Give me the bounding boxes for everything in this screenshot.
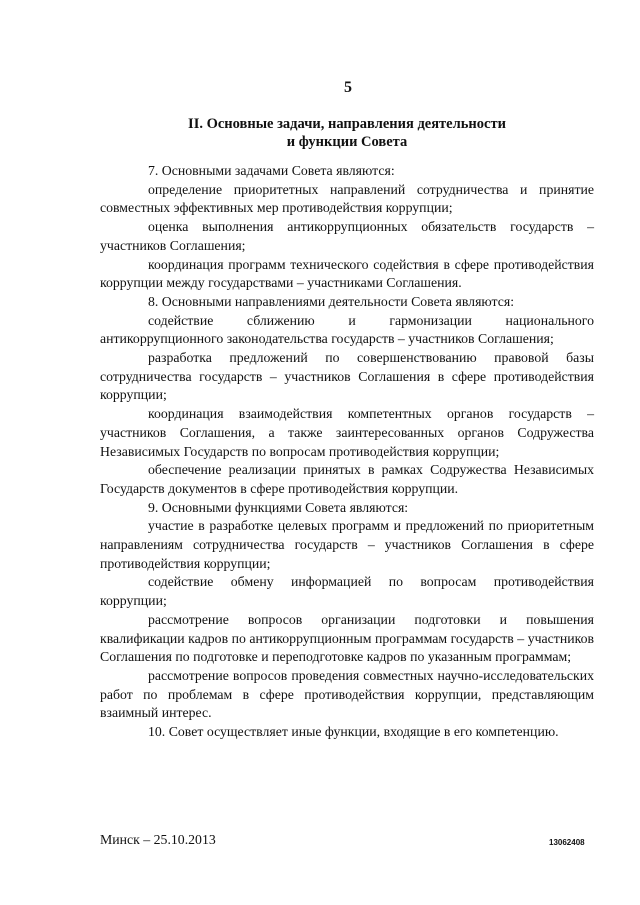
- section-heading-line-2: и функции Совета: [286, 134, 408, 150]
- paragraph-10: 10. Совет осуществляет иные функции, входящие в его компетенцию.: [148, 724, 559, 740]
- document-body: [100, 162, 594, 742]
- section-heading-line-1: II. Основные задачи, направления деятельности: [188, 116, 506, 132]
- page-number: 5: [344, 79, 352, 96]
- paragraph-task-assessment: оценка выполнения антикоррупционных обязательств государств – участников Соглашения;: [100, 219, 594, 253]
- paragraph-function-research: рассмотрение вопросов проведения совместных научно-исследовательских работ по проблемам в сфере противодействия коррупции, представляющим взаимный интерес.: [100, 667, 594, 721]
- paragraph-task-priorities: определение приоритетных направлений сотрудничества и принятие совместных эффективных мер противодействия коррупции;: [100, 181, 594, 216]
- paragraph-function-training: рассмотрение вопросов организации подготовки и повышения квалификации кадров по антикоррупционным программам государств – участников Соглашения по подготовке и переподготовке кадров по указанным программам;: [100, 611, 594, 665]
- paragraph-direction-interaction: координация взаимодействия компетентных органов государств – участников Соглашения, а также заинтересованных органов Содружества Независимых Государств по вопросам противодействия коррупции;: [100, 406, 594, 459]
- paragraph-task-coordination: координация программ технического содействия в сфере противодействия коррупции между государствами – участниками Соглашения.: [100, 256, 594, 291]
- paragraph-direction-legal-base: разработка предложений по совершенствованию правовой базы сотрудничества государств – участников Соглашения в сфере противодействия коррупции;: [100, 350, 594, 403]
- paragraph-direction-harmonization: содействие сближению и гармонизации национального антикоррупционного законодательства государств – участников Соглашения;: [100, 312, 594, 347]
- footer-document-code: 13062408: [549, 838, 585, 847]
- section-heading: [100, 115, 594, 151]
- paragraph-direction-implementation: обеспечение реализации принятых в рамках Содружества Независимых Государств документов в сфере противодействия коррупции.: [100, 462, 594, 496]
- paragraph-function-programs: участие в разработке целевых программ и предложений по приоритетным направлениям сотрудничества государств – участников Соглашения в сфере противодействия коррупции;: [100, 518, 594, 571]
- footer-place-date: Минск – 25.10.2013: [100, 832, 216, 847]
- paragraph-8-intro: 8. Основными направлениями деятельности Совета являются:: [148, 293, 515, 309]
- paragraph-function-information: содействие обмену информацией по вопросам противодействия коррупции;: [100, 574, 594, 609]
- paragraph-9-intro: 9. Основными функциями Совета являются:: [148, 499, 409, 515]
- paragraph-7-intro: 7. Основными задачами Совета являются:: [148, 163, 395, 178]
